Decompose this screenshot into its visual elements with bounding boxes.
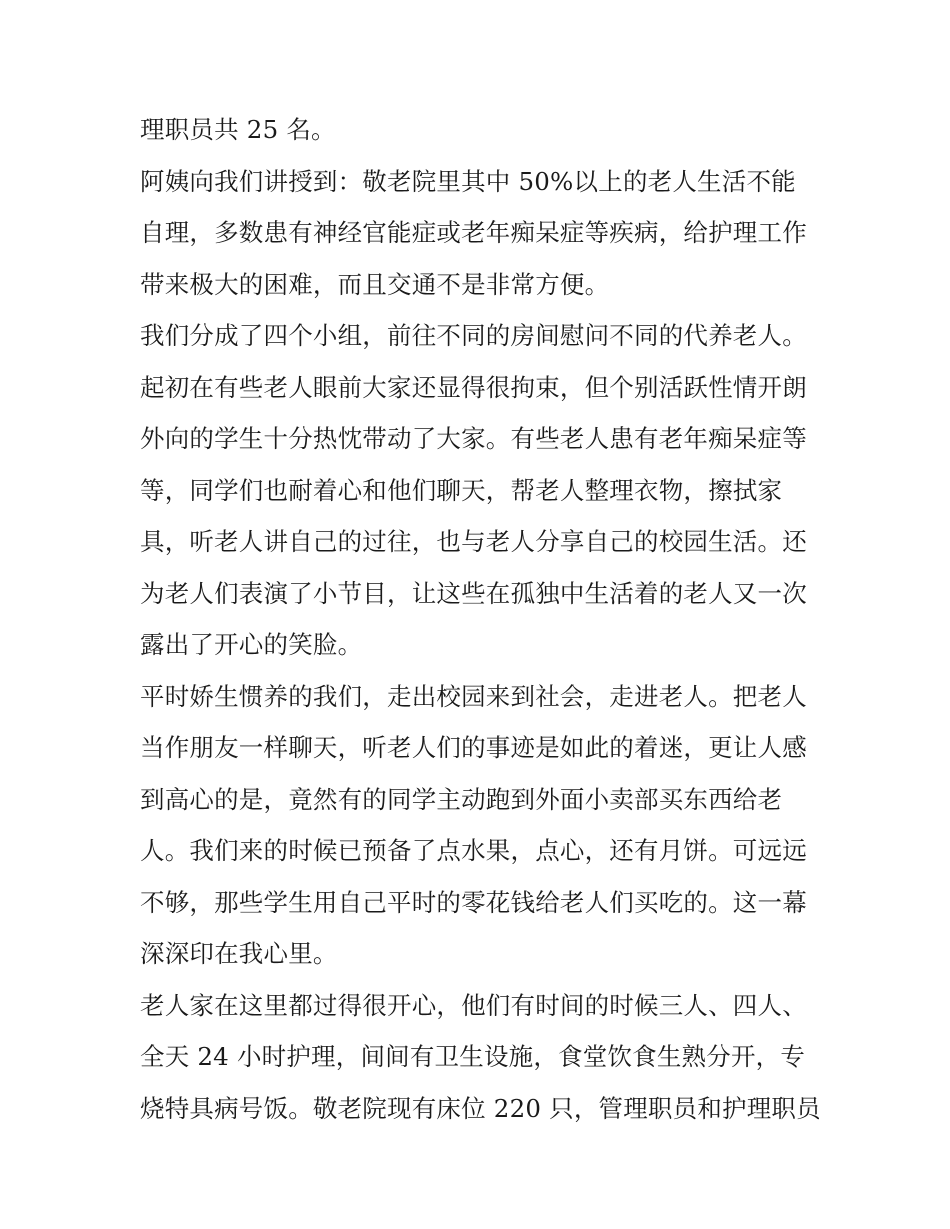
text-line: 到高心的是，竟然有的同学主动跑到外面小卖部买东西给老 <box>140 784 783 814</box>
text-line: 自理，多数患有神经官能症或老年痴呆症等疾病，给护理工作 <box>140 218 807 247</box>
text-line: 露出了开心的笑脸。 <box>140 630 363 659</box>
text-line: 深深印在我心里。 <box>140 939 338 968</box>
text-line: 烧特具病号饭。敬老院现有床位 220 只，管理职员和护理职员 <box>140 1093 821 1123</box>
text-line: 人。我们来的时候已预备了点水果，点心，还有月饼。可远远 <box>140 836 807 865</box>
text-line: 阿姨向我们讲授到：敬老院里其中 50%以上的老人生活不能 <box>140 166 796 196</box>
text-line: 外向的学生十分热忱带动了大家。有些老人患有老年痴呆症等 <box>140 424 807 453</box>
text-line: 带来极大的困难，而且交通不是非常方便。 <box>140 269 610 299</box>
document-body <box>140 104 820 1134</box>
text-line: 老人家在这里都过得很开心，他们有时间的时候三人、四人、 <box>140 990 807 1020</box>
text-line: 我们分成了四个小组，前往不同的房间慰问不同的代养老人。 <box>140 321 807 350</box>
text-line: 起初在有些老人眼前大家还显得很拘束，但个别活跃性情开朗 <box>140 372 807 402</box>
text-line: 具，听老人讲自己的过往，也与老人分享自己的校园生活。还 <box>140 527 807 556</box>
text-line: 为老人们表演了小节目，让这些在孤独中生活着的老人又一次 <box>140 578 807 608</box>
text-line: 不够，那些学生用自己平时的零花钱给老人们买吃的。这一幕 <box>140 887 807 917</box>
text-line: 等，同学们也耐着心和他们聊天，帮老人整理衣物，擦拭家 <box>140 475 783 505</box>
text-line: 全天 24 小时护理，间间有卫生设施，食堂饮食生熟分开，专 <box>140 1042 806 1071</box>
text-line: 理职员共 25 名。 <box>140 115 336 144</box>
text-line: 当作朋友一样聊天，听老人们的事迹是如此的着迷，更让人感 <box>140 733 807 762</box>
text-line: 平时娇生惯养的我们，走出校园来到社会，走进老人。把老人 <box>140 681 807 711</box>
